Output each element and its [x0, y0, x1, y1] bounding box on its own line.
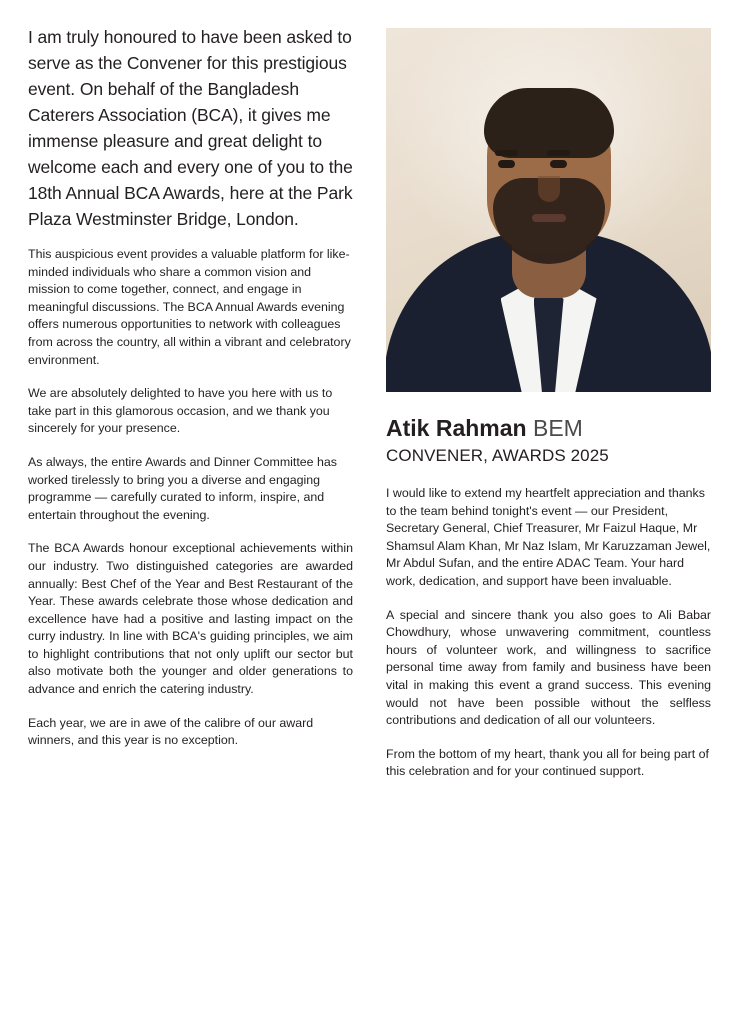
right-paragraph-3: From the bottom of my heart, thank you all for being part of this celebration and for your continued support. [386, 746, 710, 779]
left-paragraph-5: Each year, we are in awe of the calibre of our award winners, and this year is no exception. [28, 715, 314, 748]
portrait-eye-left [498, 160, 515, 168]
left-paragraph-1: This auspicious event provides a valuable platform for like-minded individuals who share a common vision and mission to come together, connect, and engage in meaningful discussions. The BCA Annual Awards evening offers numerous opportunities to network with colleagues from across the country, all within a vibrant and celebratory environment. [28, 247, 351, 367]
portrait-brow-right [547, 150, 570, 156]
portrait-eye-right [550, 160, 567, 168]
portrait-mouth [532, 214, 566, 222]
convener-name-suffix: BEM [532, 415, 583, 441]
left-paragraph-3: As always, the entire Awards and Dinner Committee has worked tirelessly to bring you a diverse and engaging programme — carefully curated to inform, inspire, and entertain throughout the evening. [28, 454, 337, 522]
left-column [28, 24, 353, 766]
portrait-brow-left [495, 150, 518, 156]
right-column [386, 28, 711, 797]
portrait-nose [538, 176, 560, 202]
lead-paragraph: I am truly honoured to have been asked to serve as the Convener for this prestigious event. On behalf of the Bangladesh Caterers Association (BCA), it gives me immense pleasure and great delight to welcome each and every one of you to the 18th Annual BCA Awards, here at the Park Plaza Westminster Bridge, London. [28, 27, 353, 229]
convener-role: CONVENER, AWARDS 2025 [386, 446, 609, 465]
convener-portrait-photo [386, 28, 711, 392]
right-paragraph-1: I would like to extend my heartfelt appreciation and thanks to the team behind tonight's event — our President, Secretary General, Chief Treasurer, Mr Faizul Haque, Mr Shamsul Alam Khan, Mr Naz Islam, Mr Karuzzaman Jewel, Mr Abdul Sufan, and the entire ADAC Team. Your hard work, dedication, and support have been invaluable. [386, 486, 711, 588]
left-paragraph-4: The BCA Awards honour exceptional achievements within our industry. Two distinguished categories are awarded annually: Best Chef of the Year and Best Restaurant of the Year. These awards celebrate those whose dedication and excellence have had a positive and lasting impact on the curry industry. In line with BCA's guiding principles, we aim to highlight contributions that not only uplift our sector but also motivate both the younger and older generations to advance and enrich the catering industry. [28, 541, 353, 697]
convener-name [386, 414, 711, 442]
left-paragraph-2: We are absolutely delighted to have you here with us to take part in this glamorous occasion, and we thank you sincerely for your presence. [28, 386, 333, 436]
right-paragraph-2: A special and sincere thank you also goes to Ali Babar Chowdhury, whose unwavering commitment, countless hours of volunteer work, and willingness to sacrifice personal time away from family and business have been vital in making this event a grand success. This evening would not have been possible without the selfless contributions and dedication of all our volunteers. [386, 607, 711, 728]
right-body-text [386, 485, 711, 781]
portrait-hair [484, 88, 614, 158]
convener-name-given: Atik Rahman [386, 415, 527, 441]
